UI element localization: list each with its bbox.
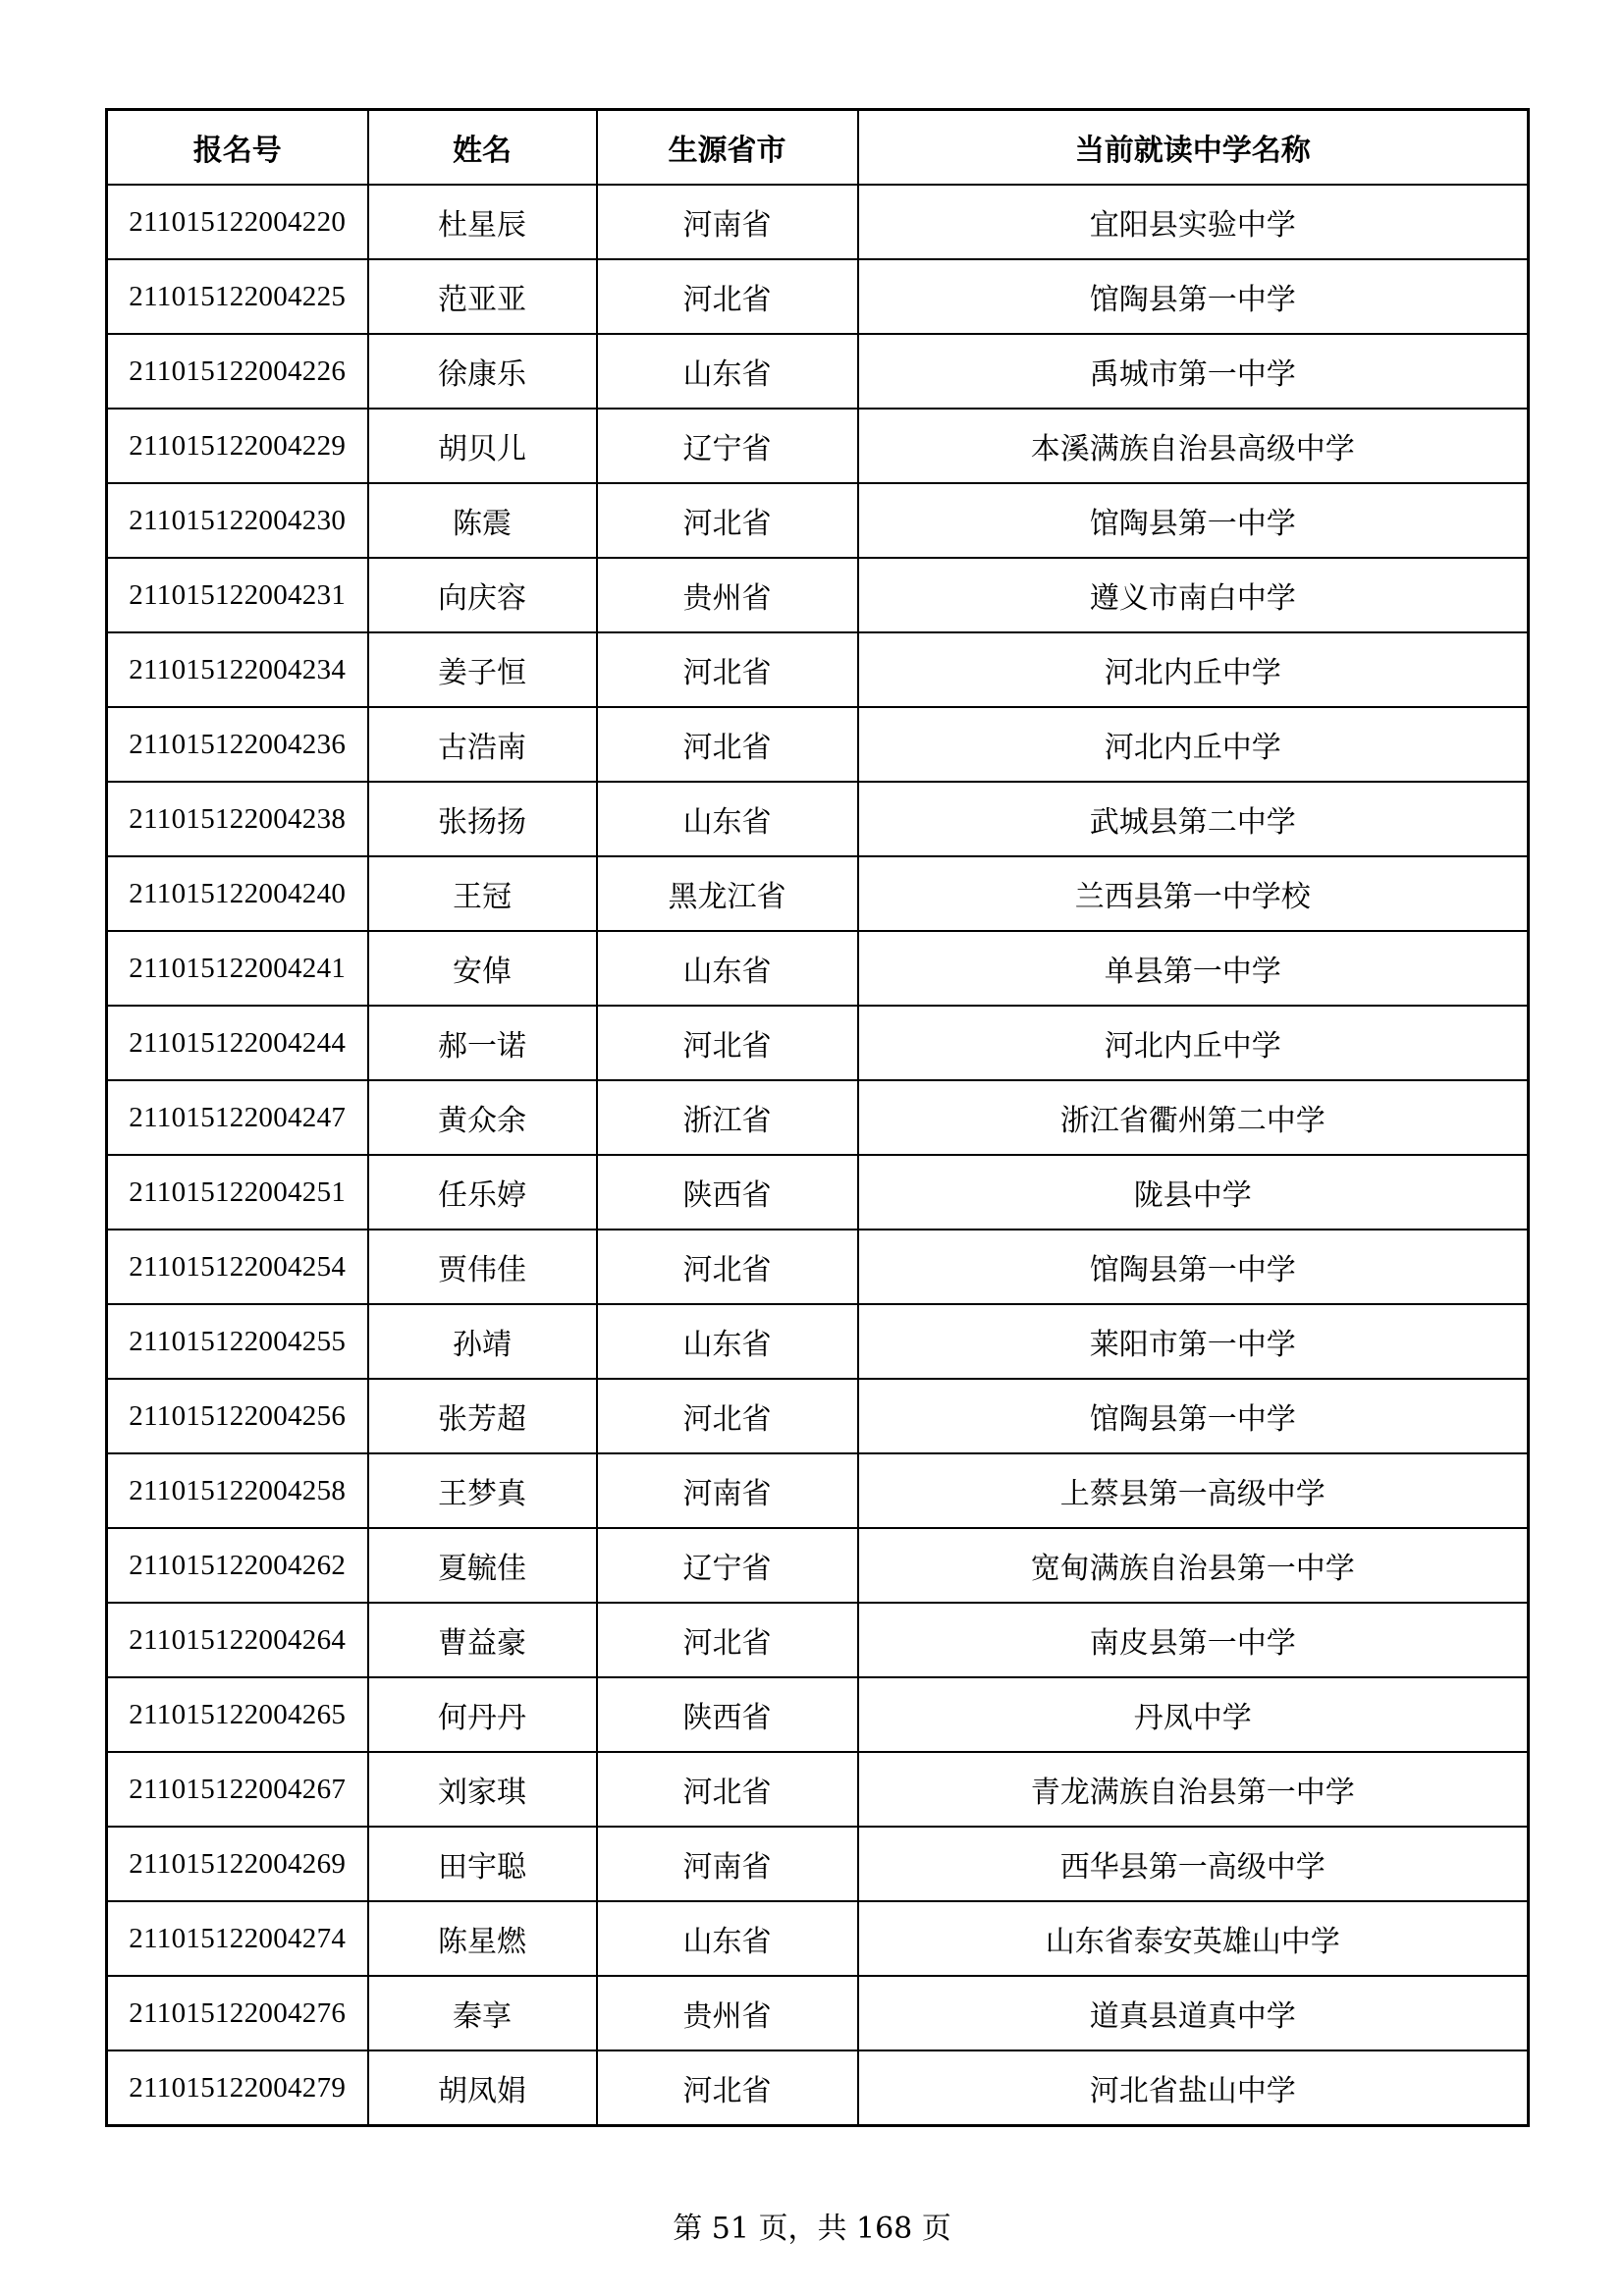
- cell-school: 武城县第二中学: [858, 782, 1529, 856]
- cell-school: 兰西县第一中学校: [858, 856, 1529, 931]
- cell-province: 河北省: [597, 2050, 858, 2126]
- cell-registration-number: 211015122004274: [107, 1901, 368, 1976]
- cell-school: 宽甸满族自治县第一中学: [858, 1528, 1529, 1603]
- cell-school: 上蔡县第一高级中学: [858, 1453, 1529, 1528]
- cell-school: 莱阳市第一中学: [858, 1304, 1529, 1379]
- cell-school: 青龙满族自治县第一中学: [858, 1752, 1529, 1827]
- cell-school: 本溪满族自治县高级中学: [858, 409, 1529, 483]
- table-row: [107, 334, 1529, 409]
- cell-registration-number: 211015122004255: [107, 1304, 368, 1379]
- cell-registration-number: 211015122004236: [107, 707, 368, 782]
- cell-name: 张芳超: [368, 1379, 597, 1453]
- cell-province: 河北省: [597, 259, 858, 334]
- cell-registration-number: 211015122004267: [107, 1752, 368, 1827]
- cell-province: 河南省: [597, 185, 858, 259]
- header-name: 姓名: [368, 110, 597, 186]
- page-footer: [0, 2204, 1624, 2247]
- table-row: [107, 1230, 1529, 1304]
- cell-province: 贵州省: [597, 558, 858, 632]
- cell-registration-number: 211015122004238: [107, 782, 368, 856]
- cell-school: 馆陶县第一中学: [858, 1230, 1529, 1304]
- cell-registration-number: 211015122004265: [107, 1677, 368, 1752]
- table-row: [107, 558, 1529, 632]
- cell-school: 禹城市第一中学: [858, 334, 1529, 409]
- cell-province: 辽宁省: [597, 1528, 858, 1603]
- cell-province: 河南省: [597, 1827, 858, 1901]
- header-province: 生源省市: [597, 110, 858, 186]
- cell-name: 田宇聪: [368, 1827, 597, 1901]
- cell-name: 向庆容: [368, 558, 597, 632]
- cell-name: 黄众余: [368, 1080, 597, 1155]
- student-table: [105, 108, 1530, 2127]
- cell-school: 浙江省衢州第二中学: [858, 1080, 1529, 1155]
- cell-province: 山东省: [597, 782, 858, 856]
- cell-province: 山东省: [597, 1901, 858, 1976]
- cell-name: 古浩南: [368, 707, 597, 782]
- cell-registration-number: 211015122004229: [107, 409, 368, 483]
- cell-province: 河北省: [597, 483, 858, 558]
- page-number: 第 51 页，共 168 页: [673, 2212, 951, 2246]
- cell-province: 河北省: [597, 1230, 858, 1304]
- cell-registration-number: 211015122004240: [107, 856, 368, 931]
- cell-school: 陇县中学: [858, 1155, 1529, 1230]
- cell-school: 馆陶县第一中学: [858, 1379, 1529, 1453]
- table-row: [107, 1603, 1529, 1677]
- cell-name: 姜子恒: [368, 632, 597, 707]
- table-row: [107, 1304, 1529, 1379]
- cell-registration-number: 211015122004225: [107, 259, 368, 334]
- cell-province: 陕西省: [597, 1155, 858, 1230]
- cell-name: 杜星辰: [368, 185, 597, 259]
- cell-name: 王梦真: [368, 1453, 597, 1528]
- cell-name: 范亚亚: [368, 259, 597, 334]
- cell-school: 西华县第一高级中学: [858, 1827, 1529, 1901]
- cell-registration-number: 211015122004230: [107, 483, 368, 558]
- table-row: [107, 1155, 1529, 1230]
- cell-school: 南皮县第一中学: [858, 1603, 1529, 1677]
- table-row: [107, 782, 1529, 856]
- cell-registration-number: 211015122004264: [107, 1603, 368, 1677]
- cell-province: 河北省: [597, 1752, 858, 1827]
- table-row: [107, 1827, 1529, 1901]
- cell-name: 曹益豪: [368, 1603, 597, 1677]
- table-row: [107, 1677, 1529, 1752]
- cell-province: 河北省: [597, 1006, 858, 1080]
- cell-registration-number: 211015122004254: [107, 1230, 368, 1304]
- cell-name: 陈星燃: [368, 1901, 597, 1976]
- table-row: [107, 409, 1529, 483]
- cell-province: 河北省: [597, 707, 858, 782]
- table-row: [107, 707, 1529, 782]
- cell-registration-number: 211015122004231: [107, 558, 368, 632]
- cell-school: 河北内丘中学: [858, 632, 1529, 707]
- table-row: [107, 1752, 1529, 1827]
- table-body: [107, 185, 1529, 2126]
- table-row: [107, 185, 1529, 259]
- cell-name: 徐康乐: [368, 334, 597, 409]
- cell-registration-number: 211015122004256: [107, 1379, 368, 1453]
- table-row: [107, 1080, 1529, 1155]
- cell-registration-number: 211015122004279: [107, 2050, 368, 2126]
- cell-registration-number: 211015122004251: [107, 1155, 368, 1230]
- cell-province: 河北省: [597, 1379, 858, 1453]
- header-registration-number: 报名号: [107, 110, 368, 186]
- table-row: [107, 2050, 1529, 2126]
- cell-name: 王冠: [368, 856, 597, 931]
- cell-registration-number: 211015122004241: [107, 931, 368, 1006]
- cell-school: 丹凤中学: [858, 1677, 1529, 1752]
- cell-name: 胡凤娟: [368, 2050, 597, 2126]
- table-row: [107, 856, 1529, 931]
- table-row: [107, 1379, 1529, 1453]
- cell-school: 宜阳县实验中学: [858, 185, 1529, 259]
- cell-name: 贾伟佳: [368, 1230, 597, 1304]
- cell-province: 河南省: [597, 1453, 858, 1528]
- cell-registration-number: 211015122004247: [107, 1080, 368, 1155]
- table-row: [107, 1453, 1529, 1528]
- cell-school: 河北内丘中学: [858, 707, 1529, 782]
- cell-name: 刘家琪: [368, 1752, 597, 1827]
- cell-province: 河北省: [597, 632, 858, 707]
- cell-province: 贵州省: [597, 1976, 858, 2050]
- cell-school: 河北省盐山中学: [858, 2050, 1529, 2126]
- cell-registration-number: 211015122004262: [107, 1528, 368, 1603]
- cell-registration-number: 211015122004220: [107, 185, 368, 259]
- cell-name: 张扬扬: [368, 782, 597, 856]
- cell-province: 浙江省: [597, 1080, 858, 1155]
- cell-province: 河北省: [597, 1603, 858, 1677]
- cell-school: 馆陶县第一中学: [858, 259, 1529, 334]
- cell-school: 单县第一中学: [858, 931, 1529, 1006]
- cell-registration-number: 211015122004258: [107, 1453, 368, 1528]
- table-row: [107, 1006, 1529, 1080]
- table-row: [107, 483, 1529, 558]
- cell-name: 何丹丹: [368, 1677, 597, 1752]
- cell-registration-number: 211015122004269: [107, 1827, 368, 1901]
- cell-name: 秦享: [368, 1976, 597, 2050]
- table-row: [107, 1528, 1529, 1603]
- cell-registration-number: 211015122004234: [107, 632, 368, 707]
- cell-name: 安倬: [368, 931, 597, 1006]
- table-row: [107, 632, 1529, 707]
- table-row: [107, 1976, 1529, 2050]
- cell-name: 胡贝儿: [368, 409, 597, 483]
- cell-registration-number: 211015122004244: [107, 1006, 368, 1080]
- header-school: 当前就读中学名称: [858, 110, 1529, 186]
- cell-registration-number: 211015122004276: [107, 1976, 368, 2050]
- table-row: [107, 259, 1529, 334]
- table-row: [107, 1901, 1529, 1976]
- cell-school: 山东省泰安英雄山中学: [858, 1901, 1529, 1976]
- cell-name: 夏毓佳: [368, 1528, 597, 1603]
- cell-school: 道真县道真中学: [858, 1976, 1529, 2050]
- student-table-container: [105, 108, 1527, 2127]
- table-row: [107, 931, 1529, 1006]
- cell-school: 遵义市南白中学: [858, 558, 1529, 632]
- cell-province: 山东省: [597, 931, 858, 1006]
- cell-province: 山东省: [597, 334, 858, 409]
- cell-province: 山东省: [597, 1304, 858, 1379]
- cell-name: 孙靖: [368, 1304, 597, 1379]
- cell-name: 郝一诺: [368, 1006, 597, 1080]
- cell-registration-number: 211015122004226: [107, 334, 368, 409]
- cell-name: 任乐婷: [368, 1155, 597, 1230]
- cell-school: 馆陶县第一中学: [858, 483, 1529, 558]
- cell-school: 河北内丘中学: [858, 1006, 1529, 1080]
- cell-province: 黑龙江省: [597, 856, 858, 931]
- table-header-row: [107, 110, 1529, 186]
- cell-province: 辽宁省: [597, 409, 858, 483]
- cell-name: 陈震: [368, 483, 597, 558]
- cell-province: 陕西省: [597, 1677, 858, 1752]
